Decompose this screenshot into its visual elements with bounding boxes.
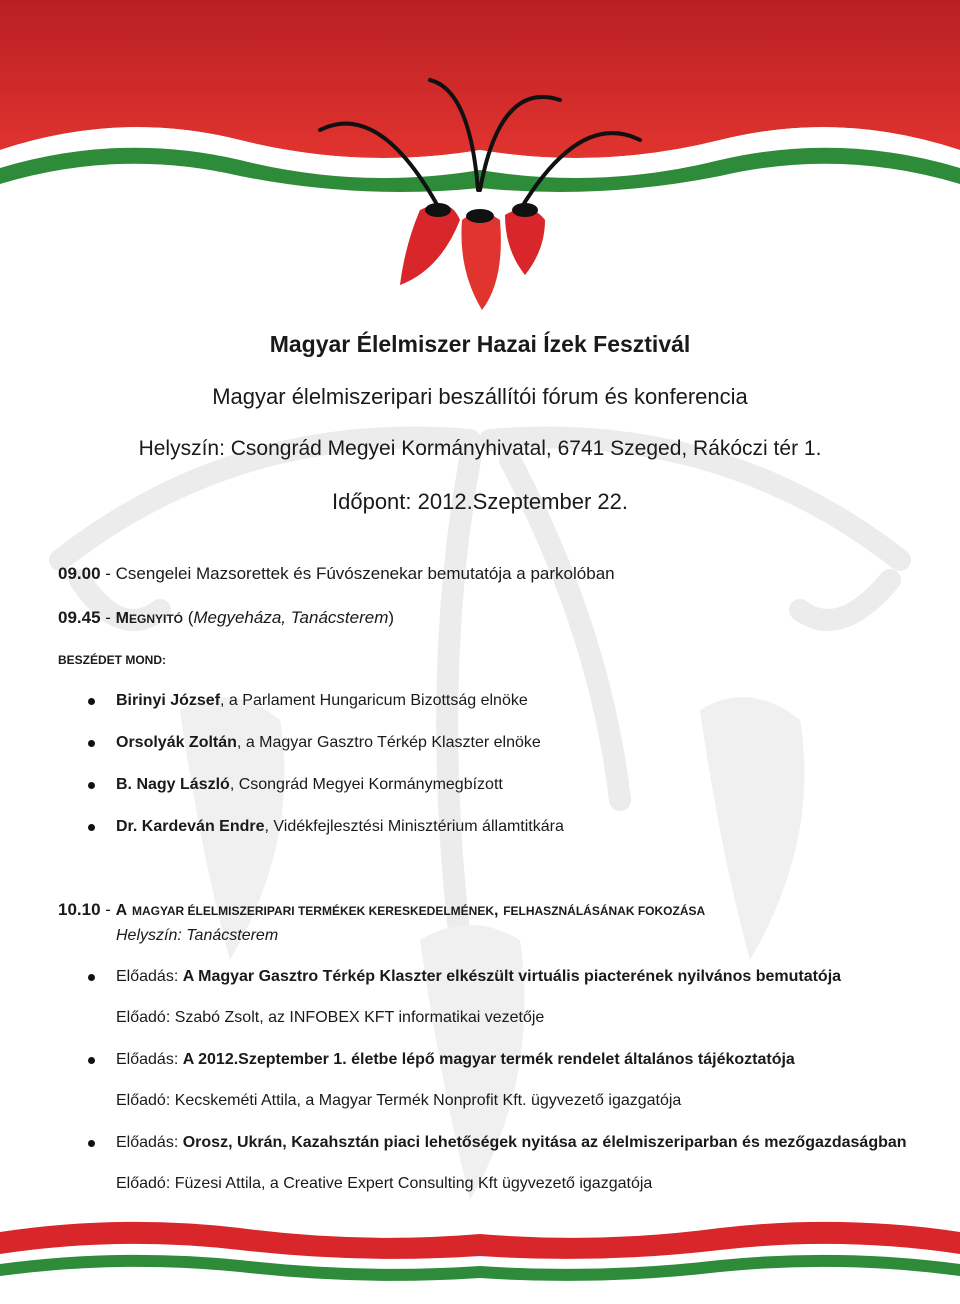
bullet-icon	[88, 824, 95, 831]
speaker-item	[116, 733, 541, 753]
speakers-heading: BESZÉDET MOND:	[58, 653, 166, 667]
talk-presenter: Előadó: Füzesi Attila, a Creative Expert Consulting Kft ügyvezető igazgatója	[116, 1175, 653, 1192]
speaker-item	[116, 691, 528, 711]
section-comma: ,	[494, 902, 499, 919]
speaker-role: , a Parlament Hungaricum Bizottság elnöke	[220, 692, 528, 709]
talk-presenter: Előadó: Szabó Zsolt, az INFOBEX KFT informatikai vezetője	[116, 1009, 545, 1026]
speaker-role: , Vidékfejlesztési Minisztérium államtitkára	[264, 818, 564, 835]
bullet-icon	[88, 1140, 95, 1147]
talk-item	[116, 1050, 795, 1070]
open-paren: (	[183, 608, 194, 627]
speaker-name: Birinyi József	[116, 692, 221, 709]
schedule-dash: -	[100, 900, 116, 919]
festival-title: Magyar Élelmiszer Hazai Ízek Fesztivál	[269, 331, 691, 357]
section-a-cap: A	[115, 902, 128, 919]
schedule-text: - Csengelei Mazsorettek és Fúvószenekar bemutatója a parkolóban	[100, 564, 615, 583]
schedule-item-0945	[58, 608, 394, 629]
opening-label: EGNYITÓ	[128, 612, 183, 626]
speaker-name: B. Nagy László	[116, 776, 230, 793]
speaker-name: Orsolyák Zoltán	[116, 734, 237, 751]
schedule-item-0900	[58, 564, 615, 584]
schedule-time: 09.45	[58, 608, 101, 627]
talk-prefix: Előadás:	[116, 1134, 183, 1151]
speaker-name: Dr. Kardeván Endre	[116, 818, 265, 835]
section-location: Helyszín: Tanácsterem	[116, 927, 279, 944]
hungarian-flag-wave-footer	[0, 1218, 960, 1304]
schedule-item-1010	[58, 900, 705, 921]
bullet-icon	[88, 782, 95, 789]
speaker-item	[116, 775, 503, 795]
section-title-part1: MAGYAR ÉLELMISZERIPARI TERMÉKEK KERESKEDELMÉNEK	[131, 904, 494, 918]
opening-location: Megyeháza, Tanácsterem	[193, 608, 389, 627]
talk-title: A Magyar Gasztro Térkép Klaszter elkészült virtuális piacterének nyilvános bemutatója	[182, 968, 842, 985]
venue-line: Helyszín: Csongrád Megyei Kormányhivatal, 6741 Szeged, Rákóczi tér 1.	[138, 437, 822, 460]
schedule-dash: -	[100, 608, 116, 627]
speaker-item	[116, 817, 564, 837]
opening-label-cap: M	[115, 610, 129, 627]
talk-prefix: Előadás:	[116, 1051, 183, 1068]
talk-title: A 2012.Szeptember 1. életbe lépő magyar termék rendelet általános tájékoztatója	[182, 1051, 795, 1068]
talk-presenter: Előadó: Kecskeméti Attila, a Magyar Termék Nonprofit Kft. ügyvezető igazgatója	[116, 1092, 682, 1109]
bullet-icon	[88, 974, 95, 981]
speaker-role: , Csongrád Megyei Kormánymegbízott	[229, 776, 503, 793]
section-title-part2: FELHASZNÁLÁSÁNAK FOKOZÁSA	[503, 904, 706, 918]
schedule-time: 10.10	[58, 900, 101, 919]
talk-item	[116, 967, 841, 987]
schedule-time: 09.00	[58, 564, 101, 583]
talk-item	[116, 1133, 907, 1153]
talk-prefix: Előadás:	[116, 968, 183, 985]
close-paren: )	[388, 608, 395, 627]
speaker-role: , a Magyar Gasztro Térkép Klaszter elnöke	[236, 734, 541, 751]
bullet-icon	[88, 1057, 95, 1064]
date-line: Időpont: 2012.Szeptember 22.	[332, 489, 628, 514]
bullet-icon	[88, 740, 95, 747]
chili-peppers-illustration	[0, 70, 960, 320]
festival-subtitle: Magyar élelmiszeripari beszállítói fórum és konferencia	[212, 384, 748, 409]
talk-title: Orosz, Ukrán, Kazahsztán piaci lehetőségek nyitása az élelmiszeriparban és mezőgazdaságban	[182, 1134, 907, 1151]
bullet-icon	[88, 698, 95, 705]
